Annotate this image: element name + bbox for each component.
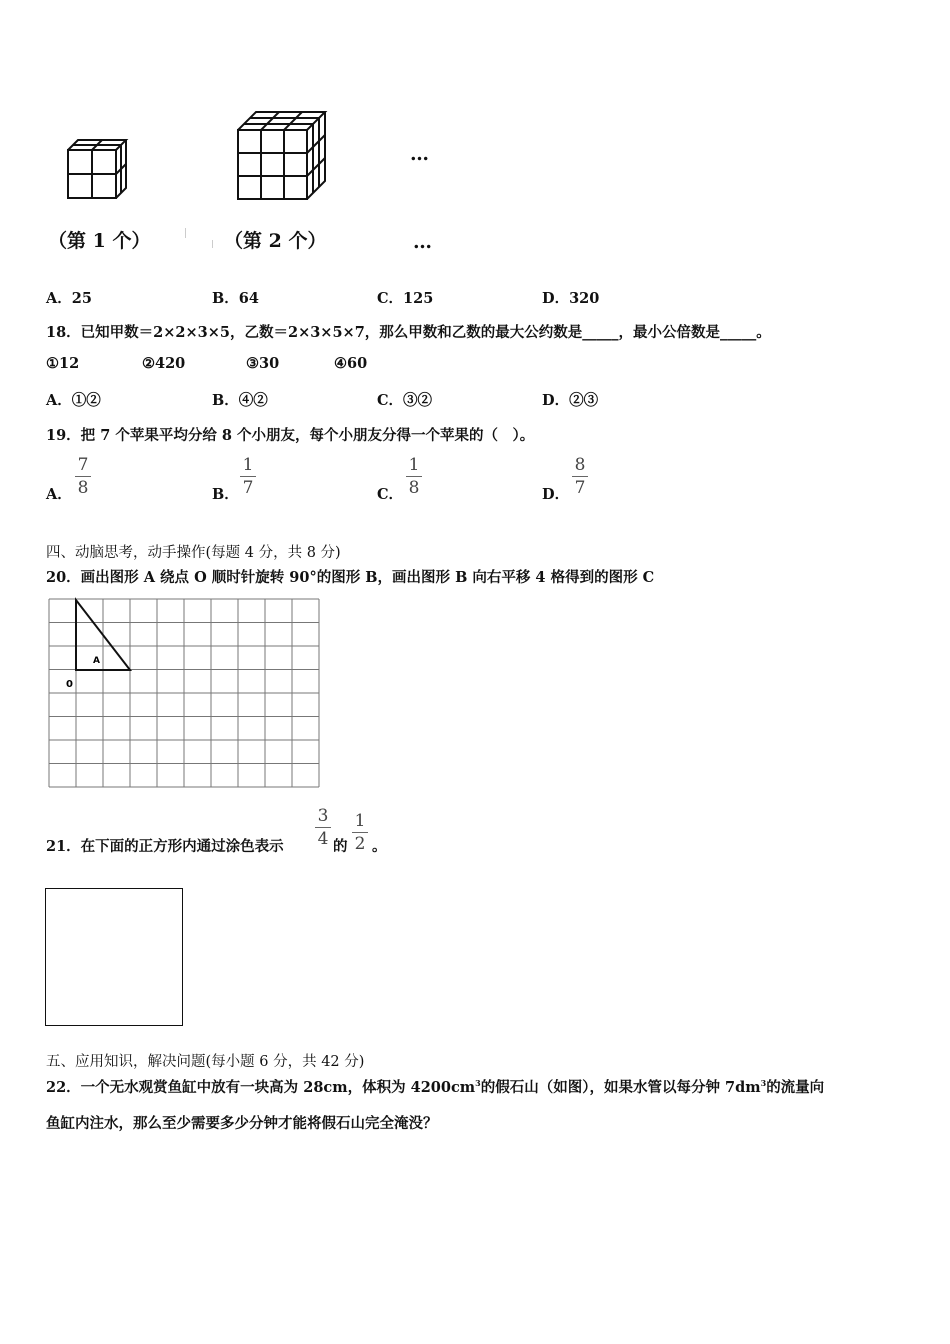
section-5-heading: 五、应用知识，解决问题(每小题 6 分，共 42 分)	[46, 1054, 365, 1070]
denominator: 2	[354, 834, 366, 854]
ellipsis-bottom: …	[413, 231, 432, 253]
q21-end: 。	[372, 838, 387, 855]
q19-option-c-fraction[interactable]	[405, 455, 423, 498]
q21-stem: 21．在下面的正方形内通过涂色表示	[46, 838, 284, 855]
cube-figure-1	[60, 135, 135, 205]
triangle-a-label: A	[93, 656, 100, 666]
q19-option-c-letter[interactable]: C．	[377, 486, 404, 503]
q19-option-b-fraction[interactable]	[239, 455, 257, 498]
q19-option-d-letter[interactable]: D．	[542, 486, 570, 503]
q18-option-a[interactable]: A．①②	[46, 392, 101, 409]
q21-fraction-1	[314, 806, 332, 849]
q22-line-2: 鱼缸内注水，那么至少需要多少分钟才能将假石山完全淹没？	[46, 1115, 438, 1132]
numerator: 8	[574, 455, 586, 475]
scan-mark	[212, 240, 213, 248]
cube-figure-2	[230, 105, 335, 205]
q17-option-b[interactable]: B．64	[212, 290, 259, 307]
q18-option-c[interactable]: C．③②	[377, 392, 433, 409]
q17-option-c[interactable]: C．125	[377, 290, 434, 307]
q18-choice-2: ②420	[142, 355, 186, 372]
q19-option-a-fraction[interactable]	[74, 455, 92, 498]
numerator: 7	[77, 455, 89, 475]
q21-mid: 的	[333, 838, 348, 855]
q20-grid	[46, 596, 322, 790]
section-4-heading: 四、动脑思考，动手操作(每题 4 分，共 8 分)	[46, 545, 341, 561]
ellipsis-top: …	[410, 143, 429, 165]
denominator: 4	[317, 829, 329, 849]
q19-option-b-letter[interactable]: B．	[212, 486, 239, 503]
point-o-label: 0	[66, 679, 73, 690]
q19-option-a-letter[interactable]: A．	[46, 486, 72, 503]
denominator: 7	[242, 478, 254, 498]
q20-stem: 20．画出图形 A 绕点 O 顺时针旋转 90°的图形 B，画出图形 B 向右平移 4 格得到的图形 C	[46, 569, 655, 586]
numerator: 1	[354, 811, 366, 831]
denominator: 8	[408, 478, 420, 498]
q19-stem: 19．把 7 个苹果平均分给 8 个小朋友，每个小朋友分得一个苹果的（ ）。	[46, 427, 535, 444]
denominator: 8	[77, 478, 89, 498]
scan-mark	[185, 228, 186, 238]
q18-stem: 18．已知甲数＝2×2×3×5，乙数＝2×3×5×7，那么甲数和乙数的最大公约数是_____，最小公倍数是_____。	[46, 324, 771, 341]
denominator: 7	[574, 478, 586, 498]
figure-label-1: （第 1 个）	[48, 230, 151, 252]
q18-option-b[interactable]: B．④②	[212, 392, 268, 409]
figure-label-2: （第 2 个）	[224, 230, 327, 252]
q18-choice-4: ④60	[334, 355, 368, 372]
q19-option-d-fraction[interactable]	[571, 455, 589, 498]
numerator: 1	[408, 455, 420, 475]
q18-option-d[interactable]: D．②③	[542, 392, 599, 409]
numerator: 3	[317, 806, 329, 826]
q18-choice-1: ①12	[46, 355, 80, 372]
shading-square[interactable]	[45, 888, 183, 1026]
numerator: 1	[242, 455, 254, 475]
q21-fraction-2	[351, 811, 369, 854]
q22-line-1: 22．一个无水观赏鱼缸中放有一块高为 28cm，体积为 $4200cm^3$的假石山（如图），如果水管以每分钟 $7dm^3$的流量向	[46, 1078, 825, 1096]
q18-choice-3: ③30	[246, 355, 280, 372]
q17-option-a[interactable]: A．25	[46, 290, 92, 307]
q17-option-d[interactable]: D．320	[542, 290, 600, 307]
